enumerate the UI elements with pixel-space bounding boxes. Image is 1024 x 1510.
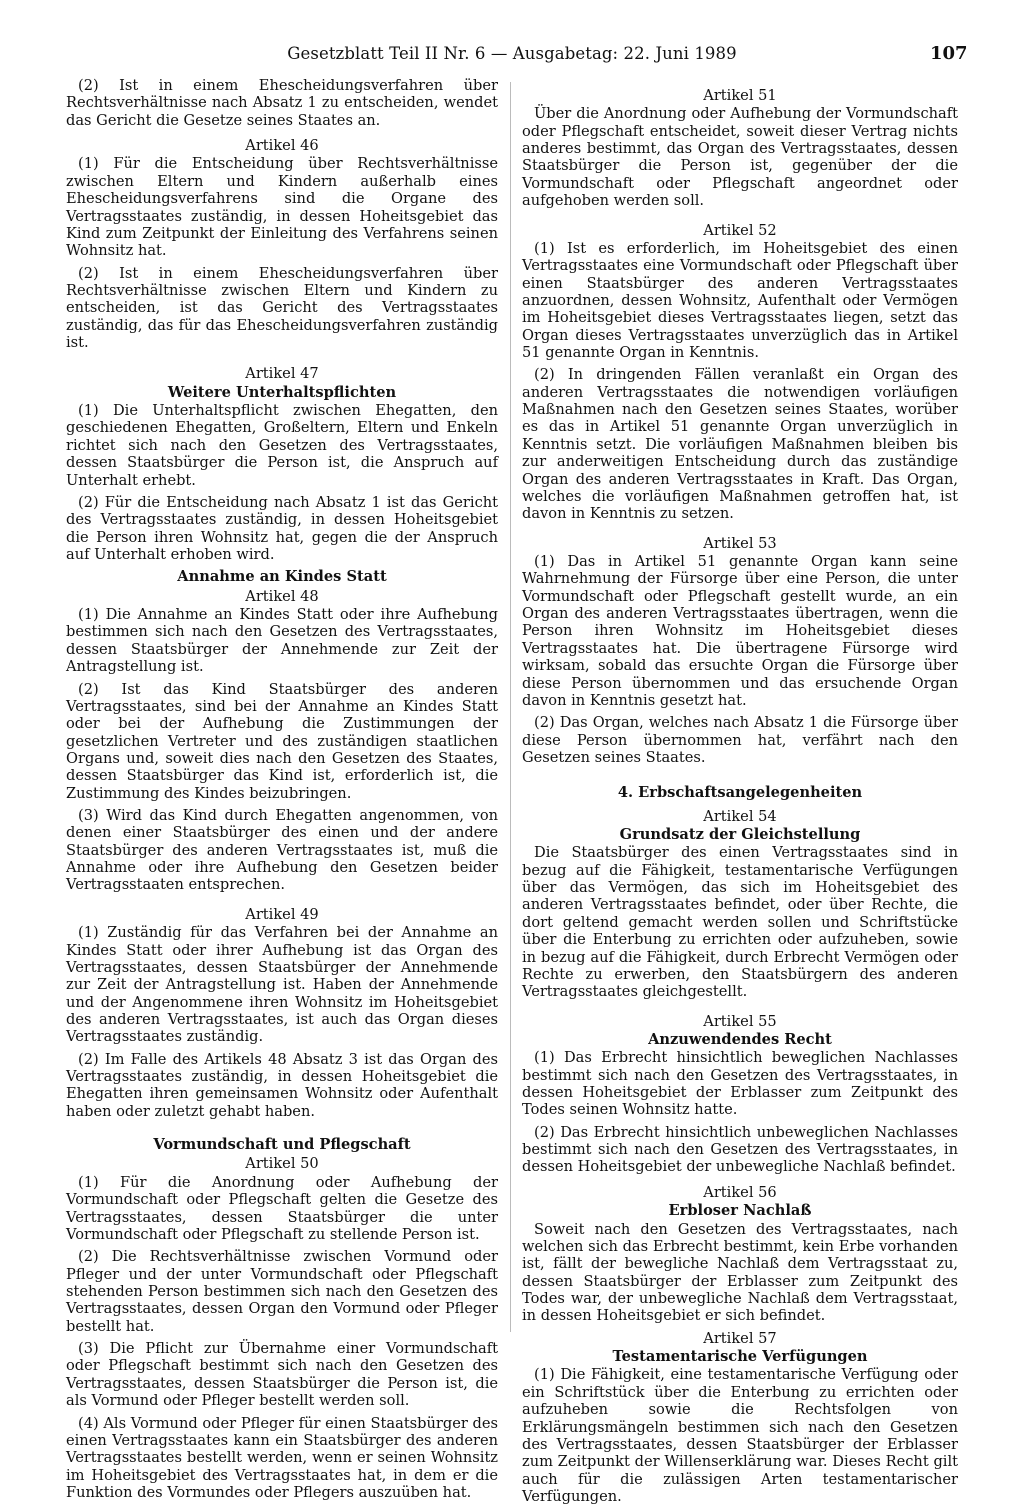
page-header (0, 40, 1024, 66)
article-heading: Artikel 53 (703, 534, 777, 552)
article-heading: Artikel 48 (245, 587, 319, 605)
paragraph: (2) In dringenden Fällen veranlaßt ein Organ des anderen Vertragsstaates die notwendigen vorläufigen Maßnahmen nach den Gesetzen seines Staates, worüber es das in Artikel 51 genannte Organ unverzüglich in Kenntnis setzt. Die vorläufigen Maßnahmen bleiben bis zur anderweitigen Entscheidung durch das zuständige Organ des anderen Vertragsstaates in Kraft. Das Organ, welches die vorläufigen Maßnahmen getroffen hat, ist davon in Kenntnis zu setzen. (522, 366, 958, 523)
section-heading: 4. Erbschaftsangelegenheiten (617, 784, 863, 802)
article-heading: Artikel 56 (703, 1183, 777, 1201)
paragraph: (1) Ist es erforderlich, im Hoheitsgebiet des einen Vertragsstaates eine Vormundschaft oder Pflegschaft über einen Staatsbürger des anderen Vertragsstaates anzuordnen, dessen Wohnsitz, Aufenthalt oder Vermögen im Hoheitsgebiet dieses Vertragsstaates liegen, setzt das Organ dieses Vertragsstaates unverzüglich das in Artikel 51 genannte Organ in Kenntnis. (522, 239, 958, 362)
section-heading: Vormundschaft und Pflegschaft (153, 1136, 411, 1154)
section-heading: Annahme an Kindes Statt (177, 568, 387, 586)
article-heading: Artikel 50 (245, 1155, 319, 1173)
paragraph: Die Staatsbürger des einen Vertragsstaates sind in bezug auf die Fähigkeit, testamentarische Verfügungen über das Vermögen, das sich im Hoheitsgebiet des anderen Vertragsstaates befindet, oder über Rechte, die dort geltend gemacht werden sollen und Schriftstücke über die Enterbung zu errichten oder aufzuheben, sowie in bezug auf die Fähigkeit, durch Erbrecht Vermögen oder Rechte zu erwerben, den Staatsbürgern des anderen Vertragsstaates gleichgestellt. (522, 844, 958, 1001)
article-heading: Artikel 54 (703, 807, 777, 825)
paragraph: (1) Für die Entscheidung über Rechtsverhältnisse zwischen Eltern und Kindern außerhalb eines Ehescheidungsverfahrens sind die Organe des Vertragsstaates zuständig, in dessen Hoheitsgebiet das Kind zum Zeitpunkt der Einleitung des Verfahrens seinen Wohnsitz hat. (66, 155, 498, 260)
paragraph: (2) Für die Entscheidung nach Absatz 1 ist das Gericht des Vertragsstaates zuständig, in dessen Hoheitsgebiet die Person ihren Wohnsitz hat, gegen die der Anspruch auf Unterhalt erhoben wird. (66, 493, 498, 563)
article-heading: Artikel 47 (245, 365, 319, 383)
article-heading: Artikel 52 (703, 221, 777, 239)
paragraph: (1) Für die Anordnung oder Aufhebung der Vormundschaft oder Pflegschaft gelten die Gesetze des Vertragsstaates, dessen Staatsbürger die unter Vormundschaft oder Pflegschaft zu stellende Person ist. (66, 1173, 498, 1243)
paragraph: (2) Das Erbrecht hinsichtlich unbeweglichen Nachlasses bestimmt sich nach den Gesetzen des Vertragsstaates, in dessen Hoheitsgebiet der unbewegliche Nachlaß befindet. (522, 1123, 958, 1176)
article-heading: Artikel 55 (703, 1012, 777, 1030)
page-number: 107 (930, 43, 968, 64)
paragraph: (1) Zuständig für das Verfahren bei der Annahme an Kindes Statt oder ihrer Aufhebung ist das Organ des Vertragsstaates, dessen Staatsbürger der Annehmende zur Zeit der Antragstellung ist. Haben der Annehmende und der Angenommene ihren Wohnsitz im Hoheitsgebiet des anderen Vertragsstaates, ist auch das Organ dieses Vertragsstaates zuständig. (66, 924, 498, 1046)
paragraph: (4) Als Vormund oder Pfleger für einen Staatsbürger des einen Vertragsstaates kann ein Staatsbürger des anderen Vertragsstaates bestellt werden, wenn er seinen Wohnsitz im Hoheitsgebiet des Vertragsstaates hat, in dem er die Funktion des Vormundes oder Pflegers auszuüben hat. (66, 1414, 498, 1501)
paragraph: (2) Ist in einem Ehescheidungsverfahren über Rechtsverhältnisse zwischen Eltern und Kindern zu entscheiden, ist das Gericht des Vertragsstaates zuständig, das für das Ehescheidungsverfahren zuständig ist. (66, 264, 498, 352)
paragraph: (3) Wird das Kind durch Ehegatten angenommen, von denen einer Staatsbürger des einen und der andere Staatsbürger des anderen Vertragsstaates ist, muß die Annahme oder ihre Aufhebung den Gesetzen beider Vertragsstaaten entsprechen. (66, 807, 498, 894)
article-heading: Artikel 51 (703, 87, 777, 104)
article-title: Anzuwendendes Recht (648, 1030, 832, 1048)
column-divider (510, 82, 511, 1332)
article-title: Erbloser Nachlaß (668, 1202, 812, 1220)
article-title: Testamentarische Verfügungen (612, 1348, 868, 1366)
left-column (66, 77, 498, 1506)
paragraph: (2) Im Falle des Artikels 48 Absatz 3 ist das Organ des Vertragsstaates zuständig, in dessen Hoheitsgebiet die Ehegatten ihren gemeinsamen Wohnsitz oder Aufenthalt haben oder zuletzt gehabt haben. (66, 1050, 498, 1120)
article-heading: Artikel 57 (703, 1329, 777, 1347)
paragraph: (1) Die Fähigkeit, eine testamentarische Verfügung oder ein Schriftstück über die Enterbung zu errichten oder aufzuheben sowie die Rechtsfolgen von Erklärungsmängeln bestimmen sich nach den Gesetzen des Vertragsstaates, dessen Staatsbürger der Erblasser zum Zeitpunkt der Willenserklärung war. Dieses Recht gilt auch für die zulässigen Arten testamentarischer Verfügungen. (522, 1366, 958, 1505)
paragraph: (1) Die Unterhaltspflicht zwischen Ehegatten, den geschiedenen Ehegatten, Großeltern, Eltern und Enkeln richtet sich nach den Gesetzen des Vertragsstaates, dessen Staatsbürger die Person ist, die Anspruch auf Unterhalt erhebt. (66, 402, 498, 489)
paragraph: (1) Das in Artikel 51 genannte Organ kann seine Wahrnehmung der Fürsorge über eine Person, die unter Vormundschaft oder Pflegschaft gestellt wurde, an ein Organ des anderen Vertragsstaates übertragen, wenn die Person ihren Wohnsitz im Hoheitsgebiet dieses Vertragsstaates hat. Die übertragene Fürsorge wird wirksam, sobald das ersuchte Organ die Fürsorge über diese Person übernommen und das ersuchende Organ davon in Kenntnis gesetzt hat. (522, 552, 958, 709)
paragraph: (2) Ist das Kind Staatsbürger des anderen Vertragsstaates, sind bei der Annahme an Kindes Statt oder bei der Aufhebung die Zustimmungen der gesetzlichen Vertreter und des zuständigen staatlichen Organs und, soweit dies nach den Gesetzen des Staates, dessen Staatsbürger das Kind ist, erforderlich ist, die Zustimmung des Kindes beizubringen. (66, 680, 498, 802)
paragraph: (2) Das Organ, welches nach Absatz 1 die Fürsorge über diese Person übernommen hat, verfährt nach den Gesetzen seines Staates. (522, 714, 958, 766)
paragraph: Soweit nach den Gesetzen des Vertragsstaates, nach welchen sich das Erbrecht bestimmt, kein Erbe vorhanden ist, fällt der bewegliche Nachlaß dem Vertragsstaat zu, dessen Staatsbürger der Erblasser zum Zeitpunkt des Todes war, der unbewegliche Nachlaß dem Vertragsstaat, in dessen Hoheitsgebiet er sich befindet. (522, 1220, 958, 1325)
paragraph: (3) Die Pflicht zur Übernahme einer Vormundschaft oder Pflegschaft bestimmt sich nach den Gesetzen des Vertragsstaates, dessen Staatsbürger die Person ist, die als Vormund oder Pfleger bestellt werden soll. (66, 1340, 498, 1410)
article-heading: Artikel 46 (245, 137, 319, 155)
paragraph: (1) Das Erbrecht hinsichtlich beweglichen Nachlasses bestimmt sich nach den Gesetzen des Vertragsstaates, in dessen Hoheitsgebiet der Erblasser zum Zeitpunkt des Todes seinen Wohnsitz hatte. (522, 1049, 958, 1119)
paragraph: (2) Die Rechtsverhältnisse zwischen Vormund oder Pfleger und der unter Vormundschaft oder Pflegschaft stehenden Person bestimmen sich nach den Gesetzen des Vertragsstaates, dessen Organ den Vormund oder Pfleger bestellt hat. (66, 1248, 498, 1335)
paragraph: Über die Anordnung oder Aufhebung der Vormundschaft oder Pflegschaft entscheidet, soweit dieser Vertrag nichts anderes bestimmt, das Organ des Vertragsstaates, dessen Staatsbürger die Person ist, gegenüber der die Vormundschaft oder Pflegschaft angeordnet oder aufgehoben werden soll. (522, 105, 958, 210)
paragraph: (2) Ist in einem Ehescheidungsverfahren über Rechtsverhältnisse nach Absatz 1 zu entscheiden, wendet das Gericht die Gesetze seines Staates an. (66, 77, 498, 129)
article-heading: Artikel 49 (245, 905, 319, 923)
article-title: Weitere Unterhaltspflichten (167, 383, 397, 401)
header-title: Gesetzblatt Teil II Nr. 6 — Ausgabetag: 22. Juni 1989 (287, 44, 737, 63)
paragraph: (1) Die Annahme an Kindes Statt oder ihre Aufhebung bestimmen sich nach den Gesetzen des Vertragsstaates, dessen Staatsbürger der Annehmende zur Zeit der Antragstellung ist. (66, 606, 498, 676)
article-title: Grundsatz der Gleichstellung (619, 826, 861, 844)
right-column (522, 77, 958, 1510)
